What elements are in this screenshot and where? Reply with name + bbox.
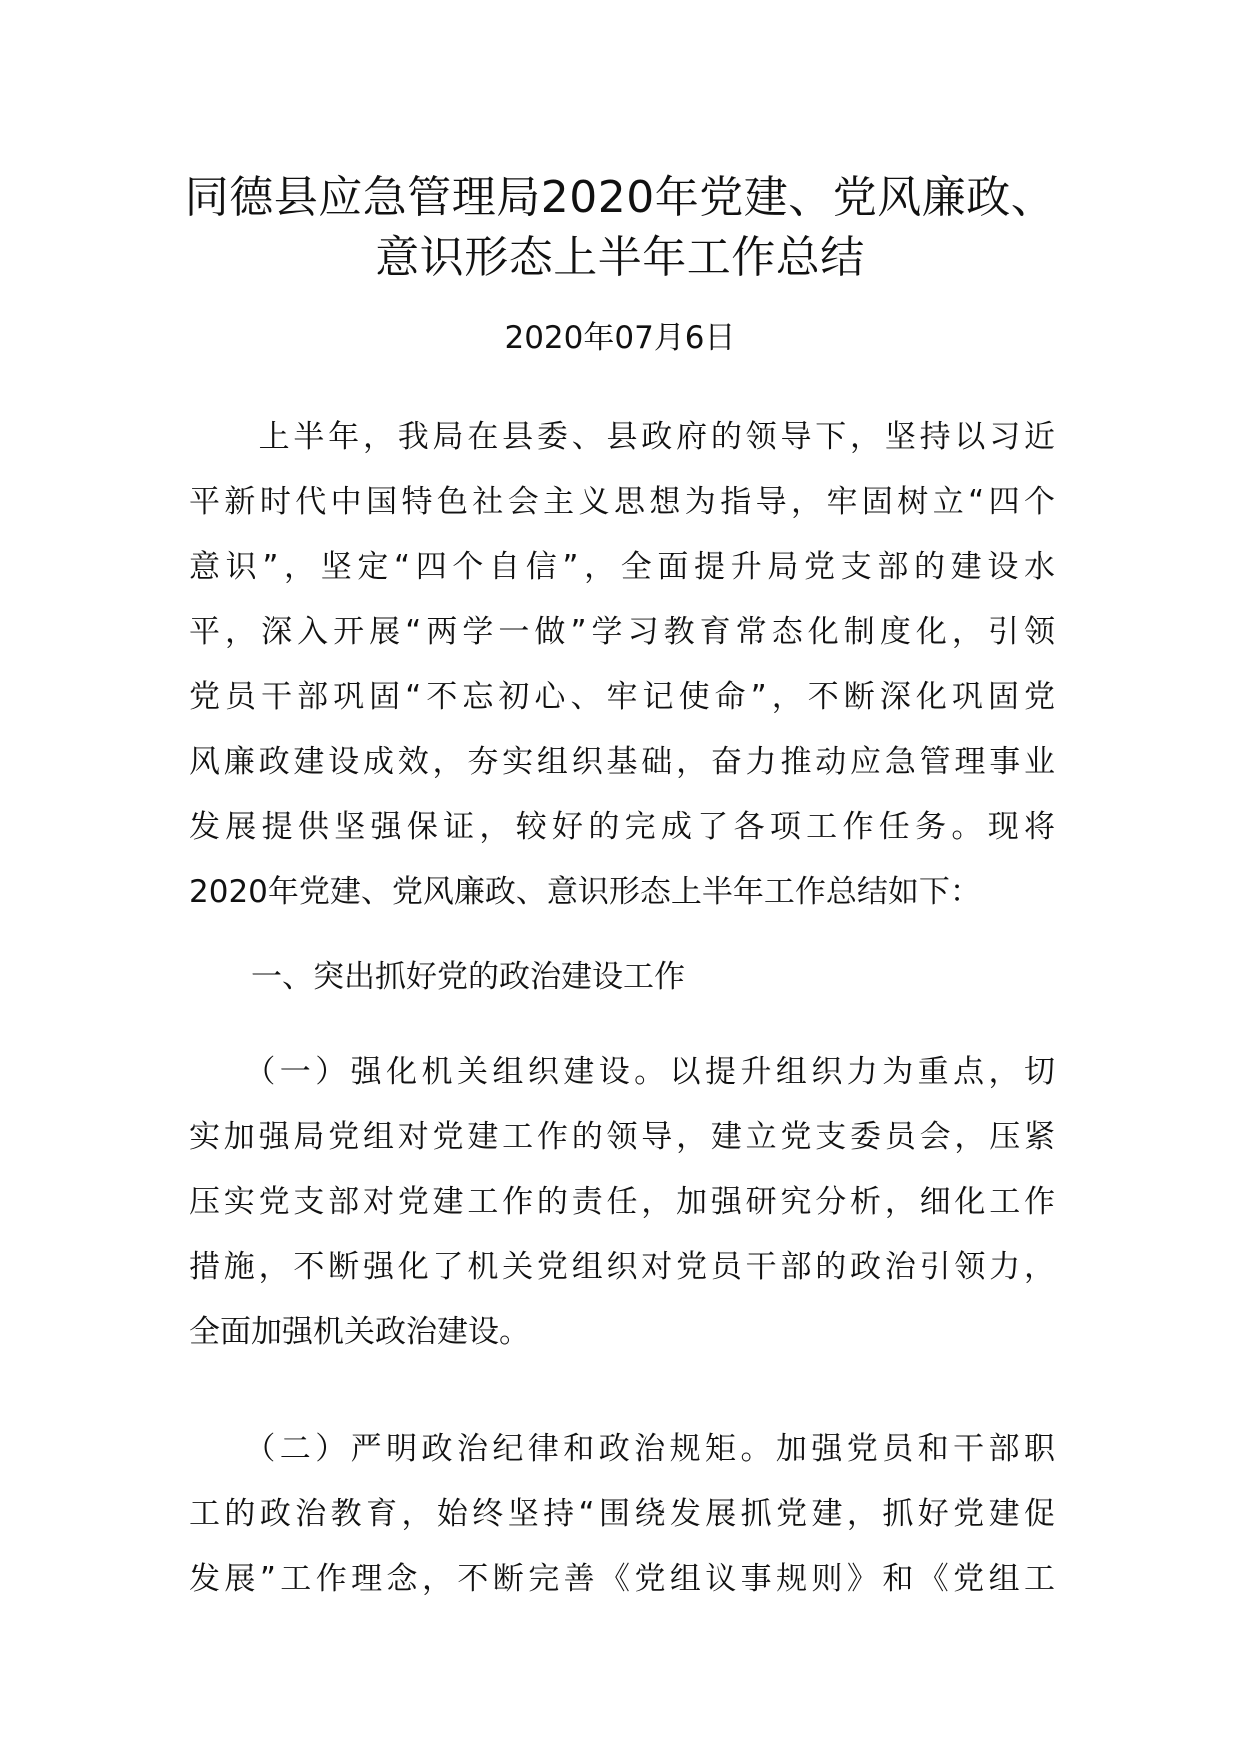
paragraph-line: 2020年党建、党风廉政、意识形态上半年工作总结如下： (189, 874, 981, 910)
document-body (189, 405, 1055, 1612)
paragraph-line: 发展提供坚强保证，较好的完成了各项工作任务。现将 (189, 809, 1055, 845)
title-line-1: 同德县应急管理局2020年党建、党风廉政、 (184, 172, 1056, 223)
document-date: 2020年07月6日 (504, 320, 736, 356)
section-heading-text: 一、突出抓好党的政治建设工作 (189, 959, 685, 995)
paragraph-line: 工的政治教育，始终坚持“围绕发展抓党建，抓好党建促 (189, 1496, 1055, 1532)
item-2-paragraph (189, 1417, 1055, 1612)
paragraph-line: （二）严明政治纪律和政治规矩。加强党员和干部职 (189, 1431, 1055, 1467)
paragraph-line: 平新时代中国特色社会主义思想为指导，牢固树立“四个 (189, 484, 1055, 520)
paragraph-line: 实加强局党组对党建工作的领导，建立党支委员会，压紧 (189, 1119, 1055, 1155)
intro-paragraph (189, 405, 1055, 925)
spacer (189, 925, 1055, 945)
paragraph-line: 措施，不断强化了机关党组织对党员干部的政治引领力， (189, 1249, 1055, 1285)
paragraph-line: 上半年，我局在县委、县政府的领导下，坚持以习近 (189, 419, 1055, 455)
title-line-2: 意识形态上半年工作总结 (375, 232, 865, 283)
section-heading (189, 945, 1055, 1010)
paragraph-line: 压实党支部对党建工作的责任，加强研究分析，细化工作 (189, 1184, 1055, 1220)
spacer (189, 1365, 1055, 1417)
paragraph-line: 发展”工作理念，不断完善《党组议事规则》和《党组工 (189, 1561, 1055, 1597)
spacer (189, 1010, 1055, 1040)
paragraph-line: （一）强化机关组织建设。以提升组织力为重点，切 (189, 1054, 1055, 1090)
paragraph-line: 全面加强机关政治建设。 (189, 1314, 530, 1350)
paragraph-line: 意识”，坚定“四个自信”，全面提升局党支部的建设水 (189, 549, 1055, 585)
document-title (150, 168, 1090, 288)
item-1-paragraph (189, 1040, 1055, 1365)
paragraph-line: 平，深入开展“两学一做”学习教育常态化制度化，引领 (189, 614, 1055, 650)
paragraph-line: 风廉政建设成效，夯实组织基础，奋力推动应急管理事业 (189, 744, 1055, 780)
paragraph-line: 党员干部巩固“不忘初心、牢记使命”，不断深化巩固党 (189, 679, 1055, 715)
